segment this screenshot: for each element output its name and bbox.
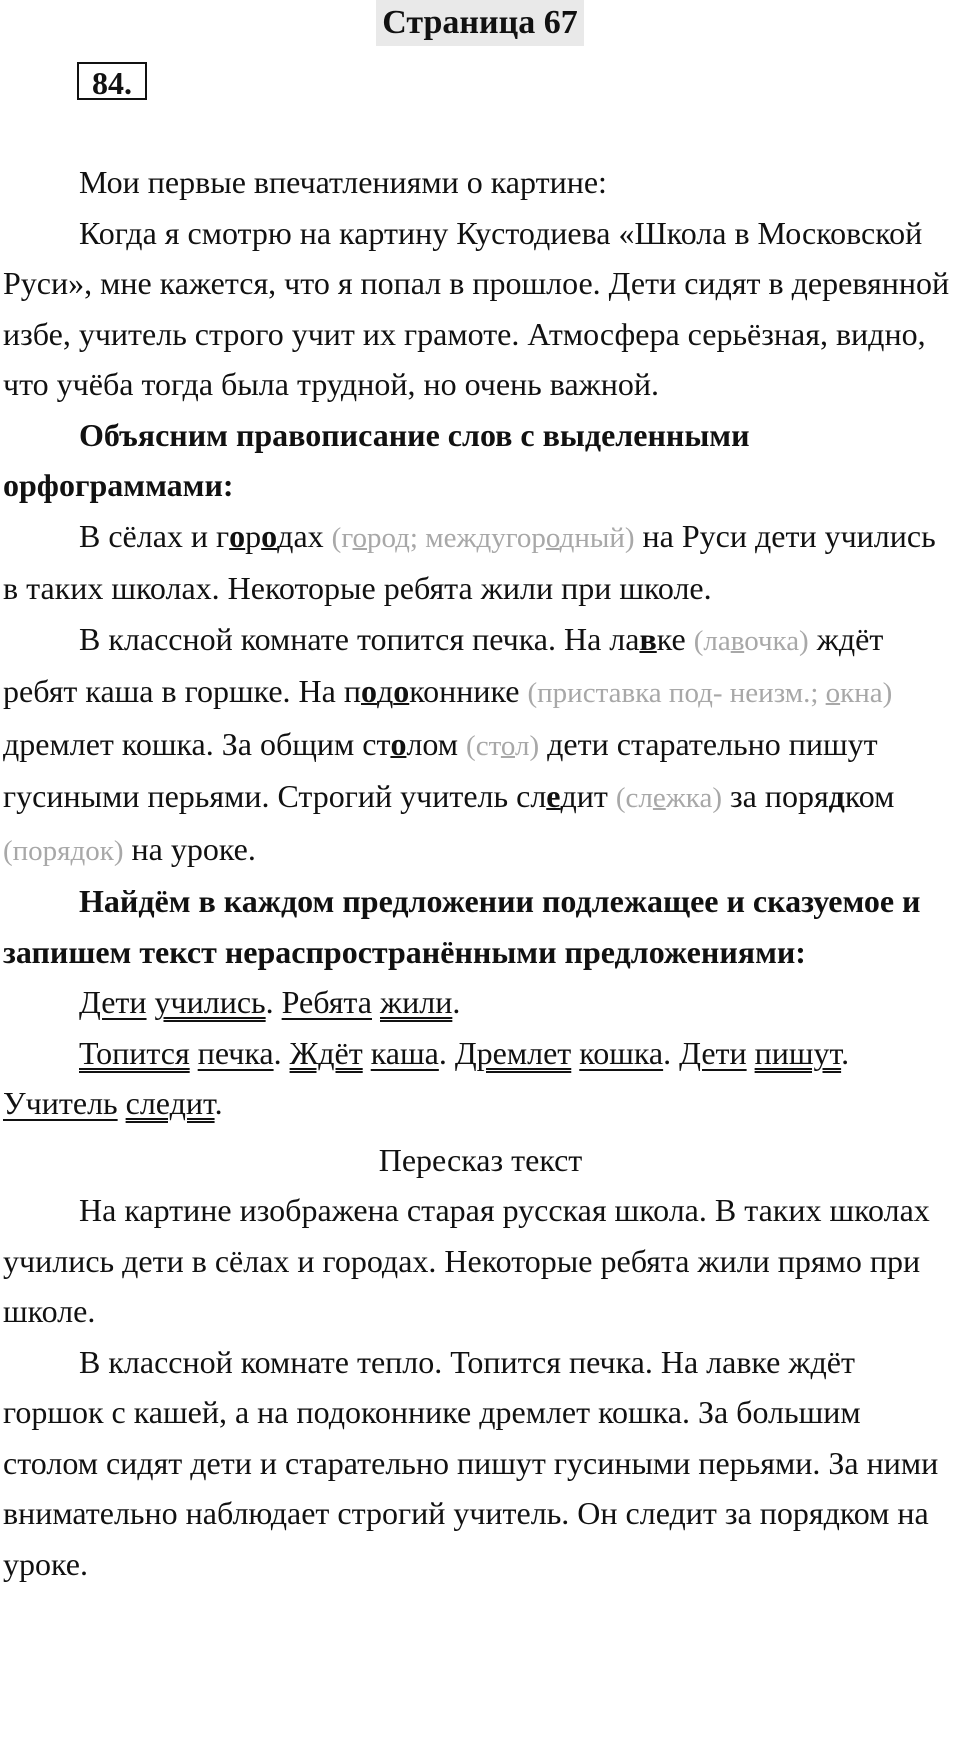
punctuation: . (841, 1034, 850, 1071)
check-word: (лавочка) (693, 624, 809, 657)
subject: Дети (79, 984, 147, 1020)
text-run: дах (277, 517, 324, 554)
orthogram: в (639, 620, 657, 657)
predicate: Ждёт (289, 1034, 363, 1071)
text-run: коннике (409, 673, 528, 709)
subject: Ребята (281, 984, 372, 1020)
check-word: (приставка под- неизм.; окна) (527, 677, 893, 709)
text-run: д (376, 673, 394, 709)
punctuation: . (452, 984, 461, 1020)
impressions-intro: Мои первые впечатлениями о картине: (79, 164, 607, 200)
document-body (3, 157, 958, 1589)
predicate: Топится (79, 1034, 190, 1071)
text-run: дремлет кошка. За общим ст (3, 725, 391, 762)
retelling-paragraph-2: В классной комнате тепло. Топится печка. На лавке ждёт горшок с кашей, а на подоконнике дремлет кошка. За большим столом сидят дети и старательно пишут гусиными перьями. За ними внимательно наблюдает строгий учитель. Он следит за порядком на уроке. (3, 1343, 939, 1582)
predicate: пишут (754, 1034, 842, 1071)
text-run: ждёт ребят каша в горшке. На п (3, 620, 884, 709)
subject: каша (370, 1034, 439, 1071)
orthogram: о (261, 517, 278, 554)
retelling-title: Пересказ текст (378, 1141, 583, 1178)
retelling-paragraph-1: На картине изображена старая русская школа. В таких школах учились дети в сёлах и городах. Некоторые ребята жили прямо при школе. (3, 1192, 930, 1329)
text-run: дети старательно пишут гусиными перьями. Строгий учитель сл (3, 725, 878, 814)
grammar-line-1 (3, 977, 958, 1028)
punctuation: . (663, 1034, 680, 1071)
text-run: лом (406, 725, 467, 762)
orthogram: д (828, 778, 845, 814)
exercise-number: 84. (77, 62, 147, 100)
orthogram: о (390, 725, 407, 762)
orthogram: о (360, 673, 377, 709)
orthogram: е (546, 778, 561, 814)
text-run: В классной комнате топится печка. На ла (79, 620, 640, 657)
predicate: жили (380, 984, 453, 1020)
impressions-text: Когда я смотрю на картину Кустодиева «Школа в Московской Руси», мне кажется, что я попал в прошлое. Дети сидят в деревянной избе, учитель строго учит их грамоте. Атмосфера серьёзная, видно, что учёба тогда была трудной, но очень важной. (3, 214, 950, 402)
subject: Учитель (3, 1085, 118, 1121)
check-word: (город; междугородный) (331, 521, 635, 554)
orthogram: о (229, 517, 246, 554)
text-run: на Руси дети учились в таких школах. Некоторые ребята жили при школе. (3, 517, 936, 606)
grammar-heading: Найдём в каждом предложении подлежащее и сказуемое и запишем текст нераспространёнными предложениями: (3, 883, 921, 970)
text-run: ке (656, 620, 694, 657)
predicate: следит (125, 1085, 215, 1121)
text-run: за поря (721, 778, 829, 814)
page-title: Страница 67 (376, 0, 583, 46)
check-word: (слежка) (615, 782, 722, 814)
punctuation: . (265, 984, 282, 1020)
predicate: учились (154, 984, 266, 1020)
text-run: дит (560, 778, 616, 814)
text-run: В сёлах и г (79, 517, 230, 554)
predicate: Дремлет (454, 1034, 572, 1071)
spelling-paragraph-1 (3, 511, 958, 614)
subject: печка (197, 1034, 274, 1071)
check-word: (стол) (466, 729, 540, 762)
subject: кошка (579, 1034, 664, 1071)
spelling-paragraph-2 (3, 614, 958, 877)
punctuation: . (214, 1085, 223, 1121)
punctuation: . (273, 1034, 290, 1071)
grammar-line-2 (3, 1028, 958, 1129)
text-run: р (245, 517, 262, 554)
spelling-heading: Объясним правописание слов с выделенными орфограммами: (3, 416, 750, 503)
punctuation: . (438, 1034, 455, 1071)
check-word: (порядок) (3, 834, 124, 867)
subject: Дети (679, 1034, 747, 1071)
text-run: ком (844, 778, 895, 814)
page-header (0, 0, 960, 46)
text-run: на уроке. (123, 830, 256, 867)
orthogram: о (393, 673, 410, 709)
